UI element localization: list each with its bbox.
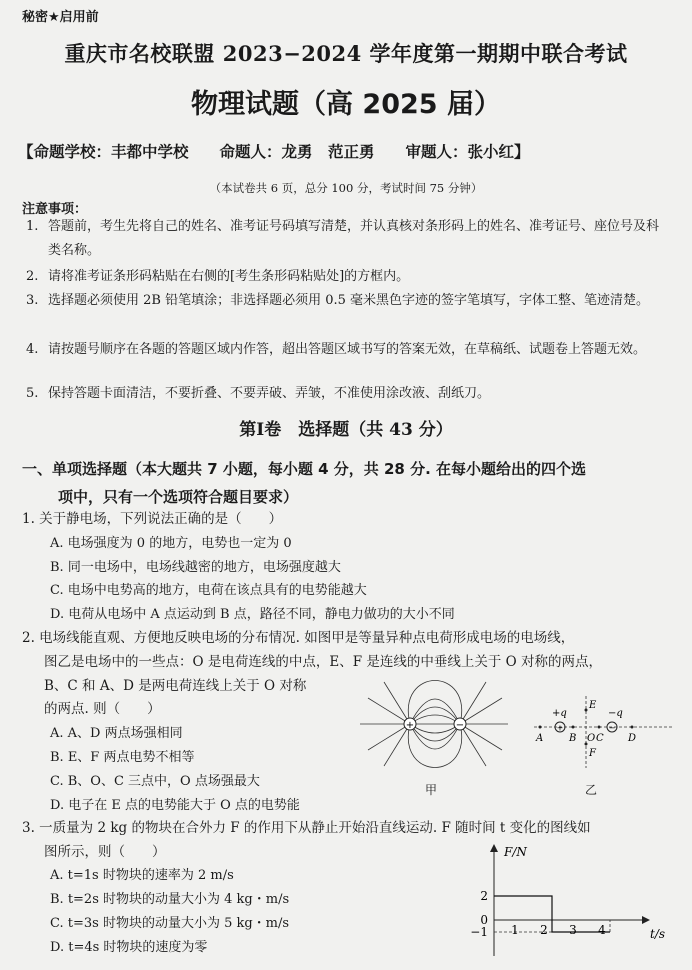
secret-label: 秘密★启用前 [22,10,99,25]
q3-option-b: B. t=2s 时物块的动量大小为 4 kg・m/s [50,892,290,907]
q3-stem-2: 图所示，则（ ） [44,844,166,860]
q2-stem-2: 图乙是电场中的一些点：O 是电荷连线的中点，E、F 是连线的中垂线上关于 O 对称的两点， [44,654,603,670]
q1-option-a: A. 电场强度为 0 的地方，电势也一定为 0 [50,536,292,551]
notice-item [26,382,666,406]
notice-item [26,265,666,289]
svg-text:+: + [556,723,564,733]
q3-option-a: A. t=1s 时物块的速率为 2 m/s [50,868,234,883]
q2-stem-1: 2. 电场线能直观、方便地反映电场的分布情况. 如图甲是等量异种点电荷形成电场的电场线， [22,630,575,646]
notice-num: 3. [26,293,39,308]
y-tick-label: 2 [480,889,488,903]
label-a: A [536,733,544,744]
q2-option-d: D. 电子在 E 点的电势能大于 O 点的电势能 [50,798,300,813]
force-time-chart [466,840,666,966]
notice-num: 4. [26,342,39,357]
part-heading [22,455,672,511]
notice-item [26,215,666,263]
q3-stem-1: 3. 一质量为 2 kg 的物块在合外力 F 的作用下从静止开始沿直线运动. F 随时间 t 变化的图线如 [22,820,591,836]
svg-text:+: + [405,720,415,731]
part-line-2: 项中，只有一个选项符合题目要求） [58,488,299,506]
q3-option-d: D. t=4s 时物块的速度为零 [50,940,208,955]
section-heading: 第Ⅰ卷 选择题（共 43 分） [239,420,453,440]
label-minus-q: −q [608,708,623,719]
x-axis-arrow [642,916,650,924]
notice-text: 请按题号顺序在各题的答题区域内作答，超出答题区域书写的答案无效，在草稿纸、试题卷上答题无效。 [48,342,647,357]
q2-stem-3: B、C 和 A、D 是两电荷连线上关于 O 对称 [44,678,307,694]
exam-info: （本试卷共 6 页，总分 100 分，考试时间 75 分钟） [209,181,483,195]
figure-jia-label: 甲 [425,783,438,797]
x-tick-label: 3 [569,923,577,937]
y-tick-label: 0 [480,913,488,927]
q1-option-d: D. 电荷从电场中 A 点运动到 B 点，路径不同，静电力做功的大小不同 [50,607,455,622]
q1-option-c: C. 电场中电势高的地方，电荷在该点具有的电势能越大 [50,583,367,598]
part-line-1: 一、单项选择题（本大题共 7 小题，每小题 4 分，共 28 分. 在每小题给出的四个选 [22,460,587,478]
dipole-field-figure [356,676,512,796]
notice-num: 1. [26,219,39,234]
notice-text: 保持答题卡面清洁，不要折叠、不要弄破、弄皱，不准使用涂改液、刮纸刀。 [48,386,491,401]
point-diagram-figure [528,694,676,774]
y-axis-label: F/N [504,845,527,859]
notice-text: 选择题必须使用 2B 铅笔填涂；非选择题必须用 0.5 毫米黑色字迹的签字笔填写，字体工整、笔迹清楚。 [48,293,650,308]
label-d: D [628,733,637,744]
q1-option-b: B. 同一电场中，电场线越密的地方，电场强度越大 [50,560,341,575]
notice-num: 2. [26,269,39,284]
x-axis-label: t/s [650,927,666,941]
notice-item [26,338,666,362]
q1-stem: 1. 关于静电场，下列说法正确的是（ ） [22,511,283,527]
svg-text:−: − [455,720,465,731]
q2-option-b: B. E、F 两点电势不相等 [50,750,195,765]
label-c: C [596,733,604,744]
y-axis-arrow [490,844,498,852]
notice-item [26,289,666,313]
label-e: E [589,700,597,711]
notice-num: 5. [26,386,39,401]
q3-option-c: C. t=3s 时物块的动量大小为 5 kg・m/s [50,916,290,931]
label-b: B [569,733,577,744]
label-o: O [587,733,596,744]
notice-title: 注意事项： [22,202,88,217]
notice-text: 答题前，考生先将自己的姓名、准考证号码填写清楚，并认真核对条形码上的姓名、准考证号、座位号及科类名称。 [48,219,660,258]
label-f: F [589,748,596,759]
x-tick-label: 2 [540,923,548,937]
q2-stem-4: 的两点. 则（ ） [44,701,161,717]
authors-line: 【命题学校：丰都中学校 命题人：龙勇 范正勇 审题人：张小红】 [18,143,530,161]
y-tick-label: −1 [470,925,488,939]
q2-option-c: C. B、O、C 三点中，O 点场强最大 [50,774,260,789]
notice-text: 请将准考证条形码粘贴在右侧的[考生条形码粘贴处]的方框内。 [48,269,410,284]
x-tick-label: 4 [598,923,606,937]
q2-option-a: A. A、D 两点场强相同 [50,726,183,741]
exam-subtitle: 物理试题（高 2025 届） [191,89,501,120]
x-tick-label: 1 [511,923,519,937]
exam-title: 重庆市名校联盟 2023−2024 学年度第一期期中联合考试 [64,41,628,66]
svg-text:−: − [608,723,616,733]
label-plus-q: +q [552,708,567,719]
figure-yi-label: 乙 [585,783,598,797]
